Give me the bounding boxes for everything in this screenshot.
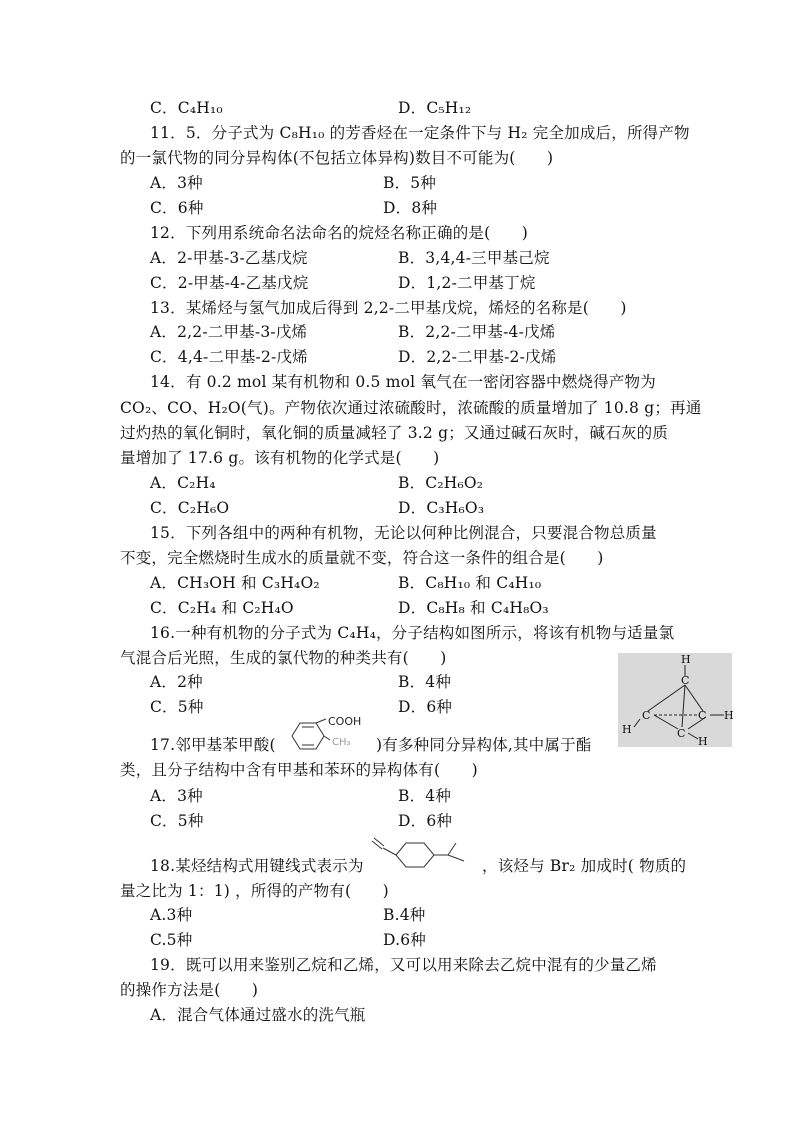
- q15-option-a: A．CH₃OH 和 C₃H₄O₂: [150, 574, 320, 592]
- q13-option-a: A．2,2-二甲基-3-戊烯: [150, 323, 308, 341]
- q12-option-b: B．3,4,4-三甲基己烷: [398, 249, 550, 267]
- q18-stem-line2: 量之比为 1：1) ，所得的产物有( ): [120, 882, 389, 900]
- q17-stem-line2: 类，且分子结构中含有甲基和苯环的异构体有( ): [120, 761, 478, 779]
- q19-stem-line1: 19．既可以用来鉴别乙烷和乙烯，又可以用来除去乙烷中混有的少量乙烯: [150, 956, 657, 974]
- q11-option-c: C．6种: [150, 199, 204, 217]
- fig-label-c-top: C: [681, 674, 690, 687]
- q16-option-d: D．6种: [398, 698, 453, 716]
- q17-option-a: A．3种: [150, 787, 203, 805]
- q15-option-d: D．C₈H₈ 和 C₄H₈O₃: [398, 599, 549, 617]
- q14-stem-line1: 14．有 0.2 mol 某有机物和 0.5 mol 氧气在一密闭容器中燃烧得产物为: [150, 373, 656, 391]
- skeletal-bonds: [372, 838, 464, 867]
- q15-stem-line2: 不变，完全燃烧时生成水的质量就不变，符合这一条件的组合是( ): [120, 549, 604, 567]
- q16-stem-line2: 气混合后光照，生成的氯代物的种类共有( ): [120, 649, 447, 667]
- cooh-label: COOH: [328, 715, 362, 728]
- q17-option-b: B．4种: [398, 787, 452, 805]
- q13-option-d: D．2,2-二甲基-2-戊烯: [398, 348, 557, 366]
- q10-option-d: D．C₅H₁₂: [398, 99, 472, 117]
- fig-label-c-left: C: [642, 709, 651, 722]
- figure-background: [618, 653, 732, 747]
- q13-stem: 13．某烯烃与氢气加成后得到 2,2-二甲基戊烷，烯烃的名称是( ): [150, 299, 627, 317]
- fig-label-h-left: H: [622, 723, 632, 736]
- q18-option-c: C.5种: [150, 931, 193, 949]
- q14-stem-line2: CO₂、CO、H₂O(气)。产物依次通过浓硫酸时，浓硫酸的质量增加了 10.8 g；再通: [120, 399, 702, 417]
- q12-option-d: D．1,2-二甲基丁烷: [398, 274, 536, 292]
- q14-option-c: C．C₂H₆O: [150, 499, 230, 517]
- q14-option-b: B．C₂H₆O₂: [398, 474, 484, 492]
- fig-label-h-bottom: H: [698, 735, 708, 748]
- q11-option-b: B．5种: [383, 174, 437, 192]
- q11-stem-line2: 的一氯代物的同分异构体(不包括立体异构)数目不可能为( ): [120, 149, 554, 167]
- q16-option-c: C．5种: [150, 698, 204, 716]
- q15-option-c: C．C₂H₄ 和 C₂H₄O: [150, 599, 294, 617]
- ch3-label: CH₃: [332, 737, 351, 748]
- q14-stem-line4: 量增加了 17.6 g。该有机物的化学式是( ): [120, 449, 440, 467]
- q16-option-b: B．4种: [398, 673, 452, 691]
- fig-label-c-right: C: [698, 709, 707, 722]
- q14-stem-line3: 过灼热的氧化铜时，氧化铜的质量减轻了 3.2 g；又通过碱石灰时，碱石灰的质: [120, 424, 669, 442]
- q17-option-c: C．5种: [150, 812, 204, 830]
- q14-option-d: D．C₃H₆O₃: [398, 499, 485, 517]
- q17-benzoic-acid-figure: [282, 716, 378, 756]
- q18-option-a: A.3种: [150, 906, 193, 924]
- q11-option-a: A．3种: [150, 174, 203, 192]
- q13-option-c: C．4,4-二甲基-2-戊烯: [150, 348, 308, 366]
- q18-stem-line1b: ，该烃与 Br₂ 加成时( 物质的: [482, 857, 687, 875]
- q15-option-b: B．C₈H₁₀ 和 C₄H₁₀: [398, 574, 542, 592]
- fig-label-h-right: H: [724, 709, 734, 722]
- fig-label-h-top: H: [681, 653, 691, 666]
- q14-option-a: A．C₂H₄: [150, 474, 216, 492]
- q11-stem-line1: 11．5．分子式为 C₈H₁₀ 的芳香烃在一定条件下与 H₂ 完全加成后，所得产物: [150, 124, 690, 142]
- q18-skeletal-formula: [370, 833, 480, 879]
- q16-option-a: A．2种: [150, 673, 203, 691]
- q12-option-c: C．2-甲基-4-乙基戊烷: [150, 274, 309, 292]
- q19-option-a: A．混合气体通过盛水的洗气瓶: [150, 1006, 366, 1024]
- q17-stem-line1b: )有多种同分异构体,其中属于酯: [376, 736, 592, 754]
- q12-stem: 12．下列用系统命名法命名的烷烃名称正确的是( ): [150, 224, 529, 242]
- q16-structure-figure: [618, 653, 732, 747]
- benzene-ring: [292, 719, 330, 749]
- q18-option-b: B.4种: [383, 906, 426, 924]
- q13-option-b: B．2,2-二甲基-4-戊烯: [398, 323, 556, 341]
- q17-stem-line1a: 17.邻甲基苯甲酸(: [150, 736, 276, 754]
- q18-stem-line1a: 18.某烃结构式用键线式表示为: [150, 857, 364, 875]
- q11-option-d: D．8种: [383, 199, 438, 217]
- q19-stem-line2: 的操作方法是( ): [120, 981, 259, 999]
- q10-option-c: C．C₄H₁₀: [150, 99, 223, 117]
- q18-option-d: D.6种: [383, 931, 426, 949]
- q16-stem-line1: 16.一种有机物的分子式为 C₄H₄，分子结构如图所示，将该有机物与适量氯: [150, 624, 675, 642]
- q15-stem-line1: 15．下列各组中的两种有机物，无论以何种比例混合，只要混合物总质量: [150, 524, 657, 542]
- q17-option-d: D．6种: [398, 812, 453, 830]
- fig-label-c-bottom: C: [677, 727, 686, 740]
- q12-option-a: A．2-甲基-3-乙基戊烷: [150, 249, 308, 267]
